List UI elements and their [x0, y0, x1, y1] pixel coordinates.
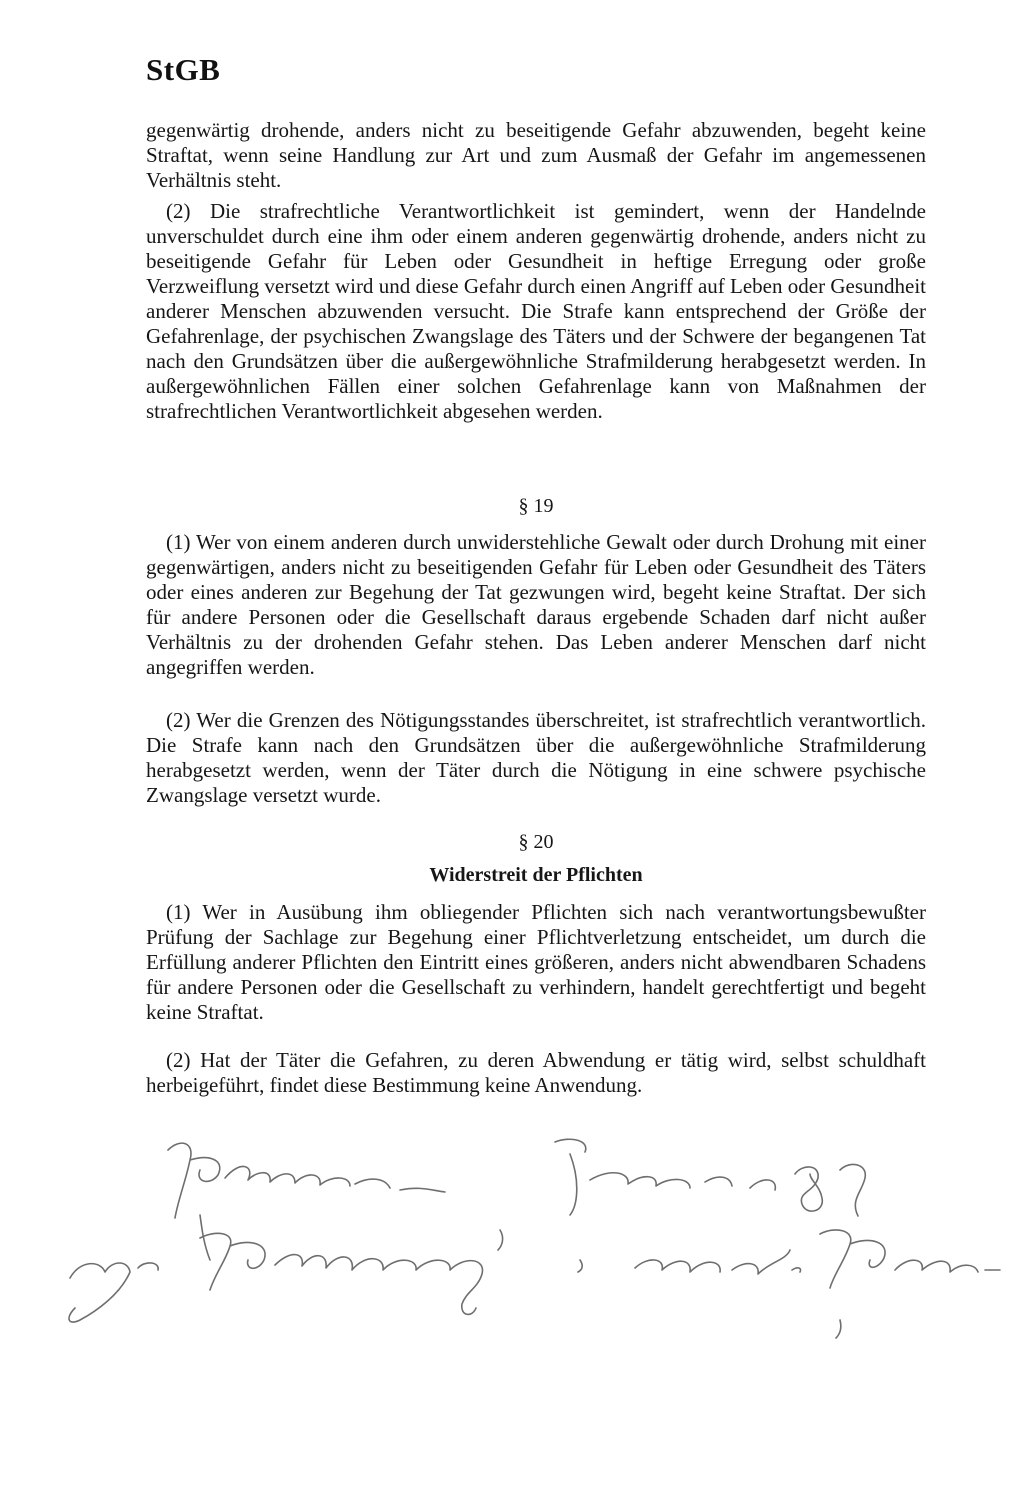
section-20-title: Widerstreit der Pflichten: [429, 864, 643, 886]
paragraph: (1) Wer von einem anderen durch unwiderstehliche Gewalt oder durch Drohung mit einer gegenwärtigen, anders nicht zu beseitigenden Gefahr für Leben oder Gesundheit des Täters oder eines anderen zur Begehung der Tat gezwungen wird, begeht keine Straftat. Der sich für andere Personen oder die Gesellschaft daraus ergebende Schaden darf nicht außer Verhältnis zu der drohenden Gefahr stehen. Das Leben anderer Menschen darf nicht angegriffen werden.: [146, 530, 926, 679]
section-18-continuation: [146, 118, 926, 193]
paragraph-continuation: gegenwärtig drohende, anders nicht zu beseitigende Gefahr abzuwenden, begeht keine Straftat, wenn seine Handlung zur Art und zum Ausmaß der Gefahr im angemessenen Verhältnis steht.: [146, 118, 926, 192]
paragraph: (2) Hat der Täter die Gefahren, zu deren Abwendung er tätig wird, selbst schuldhaft herbeigeführt, findet diese Bestimmung keine Anwendung.: [146, 1048, 926, 1097]
running-head: StGB: [146, 52, 221, 87]
paragraph: (1) Wer in Ausübung ihm obliegender Pflichten sich nach verantwortungsbewußter Prüfung der Sachlage zur Begehung einer Pflichtverletzung entscheidet, um durch die Erfüllung anderer Pflichten den Eintritt eines größeren, anders nicht abwendbaren Schadens für andere Personen oder die Gesellschaft zu verhindern, handelt gerechtfertigt und begeht keine Straftat.: [146, 900, 926, 1024]
section-19-paragraph-2: [146, 708, 926, 808]
section-19-heading: § 19: [518, 495, 554, 517]
section-20-paragraph-1: [146, 900, 926, 1025]
paragraph: (2) Wer die Grenzen des Nötigungsstandes überschreitet, ist strafrechtlich verantwortlich. Die Strafe kann nach den Grundsätzen über die außergewöhnliche Strafmilderung herabgesetzt werden, wenn der Täter durch die Nötigung in eine schwere psychische Zwangslage versetzt wurde.: [146, 708, 926, 807]
section-18-paragraph-2: [146, 199, 926, 424]
section-20-heading: § 20: [518, 831, 554, 853]
handwritten-note: [50, 1120, 1010, 1360]
section-19-paragraph-1: [146, 530, 926, 680]
section-20-paragraph-2: [146, 1048, 926, 1098]
paragraph: (2) Die strafrechtliche Verantwortlichkeit ist gemindert, wenn der Handelnde unverschuldet durch eine ihm oder einem anderen gegenwärtig drohende, anders nicht zu beseitigende Gefahr für Leben oder Gesundheit in heftige Erregung oder große Verzweiflung versetzt wird und diese Gefahr durch einen Angriff auf Leben oder Gesundheit anderer Menschen abzuwenden versucht. Die Strafe kann entsprechend der Größe der Gefahrenlage, der psychischen Zwangslage des Täters und der Schwere der begangenen Tat nach den Grundsätzen über die außergewöhnliche Strafmilderung herabgesetzt werden. In außergewöhnlichen Fällen einer solchen Gefahrenlage kann von Maßnahmen der strafrechtlichen Verantwortlichkeit abgesehen werden.: [146, 199, 926, 423]
